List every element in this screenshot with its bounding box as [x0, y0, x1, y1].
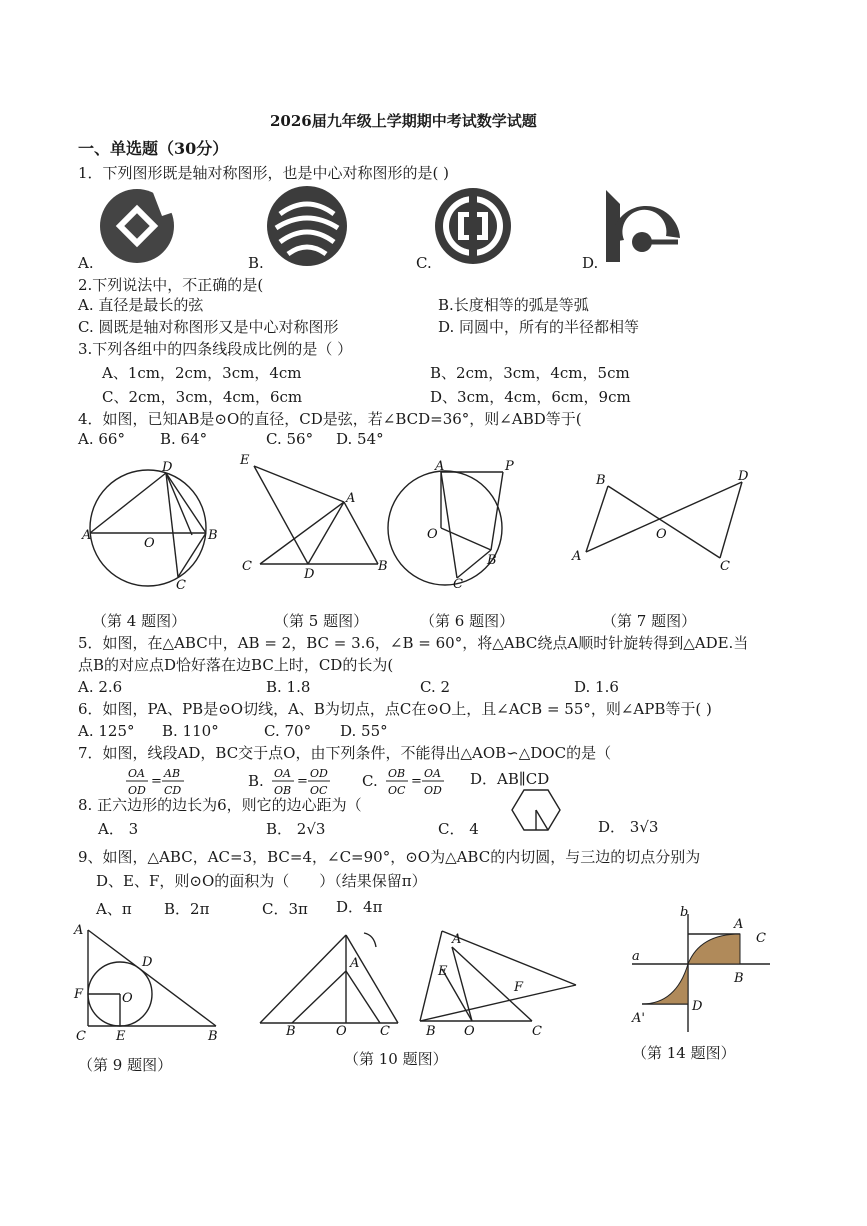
caption-fig9: （第 9 题图）	[78, 1056, 173, 1074]
logo-b-icon	[262, 184, 352, 270]
svg-text:A: A	[435, 459, 445, 474]
q8-option-a[interactable]: A． 3	[98, 820, 139, 838]
q4-option-d[interactable]: D. 54°	[336, 430, 384, 448]
q9-option-b[interactable]: B．2π	[164, 900, 210, 918]
svg-text:O: O	[336, 1024, 347, 1039]
svg-text:P: P	[505, 459, 514, 474]
svg-text:OB: OB	[274, 784, 292, 797]
figure-6	[385, 460, 525, 590]
svg-text:B: B	[596, 473, 606, 488]
q5-option-a[interactable]: A. 2.6	[78, 678, 123, 696]
svg-text:C: C	[380, 1024, 390, 1039]
svg-text:C: C	[242, 559, 252, 574]
svg-text:=: =	[411, 774, 422, 789]
q7-option-c-formula[interactable]	[386, 764, 450, 798]
q2-option-d[interactable]: D. 同圆中，所有的半径都相等	[438, 318, 640, 336]
logo-c-icon	[430, 186, 516, 268]
svg-text:O: O	[464, 1024, 475, 1039]
page-title: 2026届九年级上学期期中考试数学试题	[270, 112, 537, 130]
svg-text:C: C	[720, 559, 730, 574]
svg-text:A: A	[572, 549, 582, 564]
svg-text:B: B	[734, 971, 744, 986]
svg-text:O: O	[427, 527, 438, 542]
svg-text:OA: OA	[274, 767, 291, 780]
q5-line1: 5．如图，在△ABC中，AB = 2，BC = 3.6，∠B = 60°，将△ABC绕点A顺时针旋转得到△ADE.当	[78, 634, 749, 652]
q3-stem: 3.下列各组中的四条线段成比例的是（ ）	[78, 340, 353, 358]
svg-text:E: E	[240, 453, 250, 468]
q3-option-c[interactable]: C、2cm，3cm，4cm，6cm	[102, 388, 303, 406]
svg-text:F: F	[74, 987, 84, 1002]
svg-text:O: O	[144, 536, 155, 551]
q2-option-b[interactable]: B.长度相等的弧是等弧	[438, 296, 589, 314]
svg-text:A: A	[452, 932, 462, 947]
svg-text:O: O	[122, 991, 133, 1006]
q9-line1: 9、如图，△ABC，AC=3，BC=4，∠C=90°，⊙O为△ABC的内切圆，与三边的切点分别为	[78, 848, 701, 866]
q7-option-a-formula[interactable]	[126, 764, 190, 798]
q7-stem: 7．如图，线段AD，BC交于点O，由下列条件，不能得出△AOB∽△DOC的是（	[78, 744, 612, 762]
svg-text:A: A	[74, 923, 84, 938]
q9-option-a[interactable]: A、π	[96, 900, 132, 918]
q6-option-b[interactable]: B. 110°	[162, 722, 219, 740]
svg-text:A: A	[346, 491, 356, 506]
q8-option-c[interactable]: C． 4	[438, 820, 479, 838]
caption-fig6: （第 6 题图）	[420, 612, 515, 630]
svg-text:OA: OA	[424, 767, 441, 780]
caption-fig7: （第 7 题图）	[602, 612, 697, 630]
q2-option-c[interactable]: C. 圆既是轴对称图形又是中心对称图形	[78, 318, 339, 336]
q5-option-c[interactable]: C. 2	[420, 678, 451, 696]
svg-text:A': A'	[632, 1011, 645, 1026]
figure-5	[238, 452, 388, 582]
svg-text:B: B	[286, 1024, 296, 1039]
q8-option-b[interactable]: B． 2√3	[266, 820, 326, 838]
q8-option-d[interactable]: D． 3√3	[598, 818, 659, 836]
svg-text:C: C	[532, 1024, 542, 1039]
q9-line2: D、E、F，则⊙O的面积为（ ）（结果保留π）	[96, 872, 427, 890]
svg-text:C: C	[176, 578, 186, 593]
q7-option-c-label[interactable]: C.	[362, 772, 378, 790]
figure-4	[82, 460, 222, 593]
svg-text:F: F	[514, 980, 524, 995]
q4-option-b[interactable]: B. 64°	[160, 430, 208, 448]
q1-option-a[interactable]: A.	[78, 254, 94, 272]
q2-stem: 2.下列说法中，不正确的是(	[78, 276, 264, 294]
q9-option-d[interactable]: D．4π	[336, 898, 383, 916]
q2-option-a[interactable]: A. 直径是最长的弦	[78, 296, 204, 314]
svg-text:OD: OD	[128, 784, 146, 797]
svg-text:OC: OC	[310, 784, 328, 797]
logo-a-icon	[92, 188, 182, 268]
q3-option-a[interactable]: A、1cm，2cm，3cm，4cm	[102, 364, 302, 382]
svg-text:A: A	[350, 956, 360, 971]
q5-line2: 点B的对应点D恰好落在边BC上时，CD的长为(	[78, 656, 394, 674]
hexagon-figure	[510, 786, 562, 836]
svg-text:C: C	[453, 577, 463, 592]
svg-text:OC: OC	[388, 784, 406, 797]
svg-text:OD: OD	[310, 767, 328, 780]
q7-option-b-label[interactable]: B.	[248, 772, 264, 790]
svg-text:O: O	[656, 527, 667, 542]
q7-option-b-formula[interactable]	[272, 764, 336, 798]
svg-text:B: B	[208, 528, 218, 543]
svg-text:D: D	[304, 567, 315, 582]
svg-text:D: D	[692, 999, 703, 1014]
svg-text:E: E	[116, 1029, 126, 1044]
q1-option-b[interactable]: B.	[248, 254, 264, 272]
svg-text:D: D	[162, 460, 173, 475]
svg-text:A: A	[734, 917, 744, 932]
q9-option-c[interactable]: C．3π	[262, 900, 308, 918]
svg-text:OD: OD	[424, 784, 442, 797]
section-heading: 一、单选题（30分）	[78, 139, 229, 158]
figure-9	[72, 920, 232, 1050]
svg-text:D: D	[142, 955, 153, 970]
figure-7	[570, 470, 750, 580]
q6-option-c[interactable]: C. 70°	[264, 722, 312, 740]
q5-option-b[interactable]: B. 1.8	[266, 678, 311, 696]
q4-option-c[interactable]: C. 56°	[266, 430, 314, 448]
svg-text:=: =	[151, 774, 162, 789]
svg-text:b: b	[680, 905, 689, 920]
svg-text:OA: OA	[128, 767, 145, 780]
q3-option-b[interactable]: B、2cm，3cm，4cm，5cm	[430, 364, 630, 382]
svg-text:B: B	[378, 559, 388, 574]
svg-text:a: a	[632, 949, 640, 964]
caption-fig4: （第 4 题图）	[92, 612, 187, 630]
svg-text:E: E	[438, 964, 448, 979]
svg-text:B: B	[426, 1024, 436, 1039]
svg-text:C: C	[756, 931, 766, 946]
svg-text:C: C	[76, 1029, 86, 1044]
q4-option-a[interactable]: A. 66°	[78, 430, 125, 448]
q7-option-d[interactable]: D．AB∥CD	[470, 770, 550, 788]
q1-option-d[interactable]: D.	[582, 254, 599, 272]
svg-text:AB: AB	[164, 767, 181, 780]
q4-stem: 4．如图，已知AB是⊙O的直径，CD是弦，若∠BCD=36°，则∠ABD等于(	[78, 410, 582, 428]
figure-14	[630, 906, 780, 1036]
caption-fig14: （第 14 题图）	[632, 1044, 736, 1062]
q6-stem: 6．如图，PA、PB是⊙O切线，A、B为切点，点C在⊙O上，且∠ACB = 55°，则∠APB等于( )	[78, 700, 712, 718]
q1-stem: 1．下列图形既是轴对称图形，也是中心对称图形的是( )	[78, 164, 450, 182]
q6-option-d[interactable]: D. 55°	[340, 722, 388, 740]
caption-fig10: （第 10 题图）	[344, 1050, 448, 1068]
figure-10b	[412, 925, 582, 1040]
q8-stem: 8. 正六边形的边长为6，则它的边心距为（	[78, 796, 362, 814]
q1-option-c[interactable]: C.	[416, 254, 432, 272]
svg-text:A: A	[82, 528, 92, 543]
q6-option-a[interactable]: A. 125°	[78, 722, 135, 740]
svg-text:B: B	[487, 553, 497, 568]
svg-text:B: B	[208, 1029, 218, 1044]
svg-text:D: D	[738, 469, 749, 484]
q3-option-d[interactable]: D、3cm，4cm，6cm，9cm	[430, 388, 631, 406]
svg-text:CD: CD	[164, 784, 182, 797]
svg-text:OB: OB	[388, 767, 406, 780]
q5-option-d[interactable]: D. 1.6	[574, 678, 619, 696]
caption-fig5: （第 5 题图）	[274, 612, 369, 630]
svg-text:=: =	[297, 774, 308, 789]
figure-10a	[252, 925, 412, 1040]
logo-d-icon	[598, 182, 688, 268]
